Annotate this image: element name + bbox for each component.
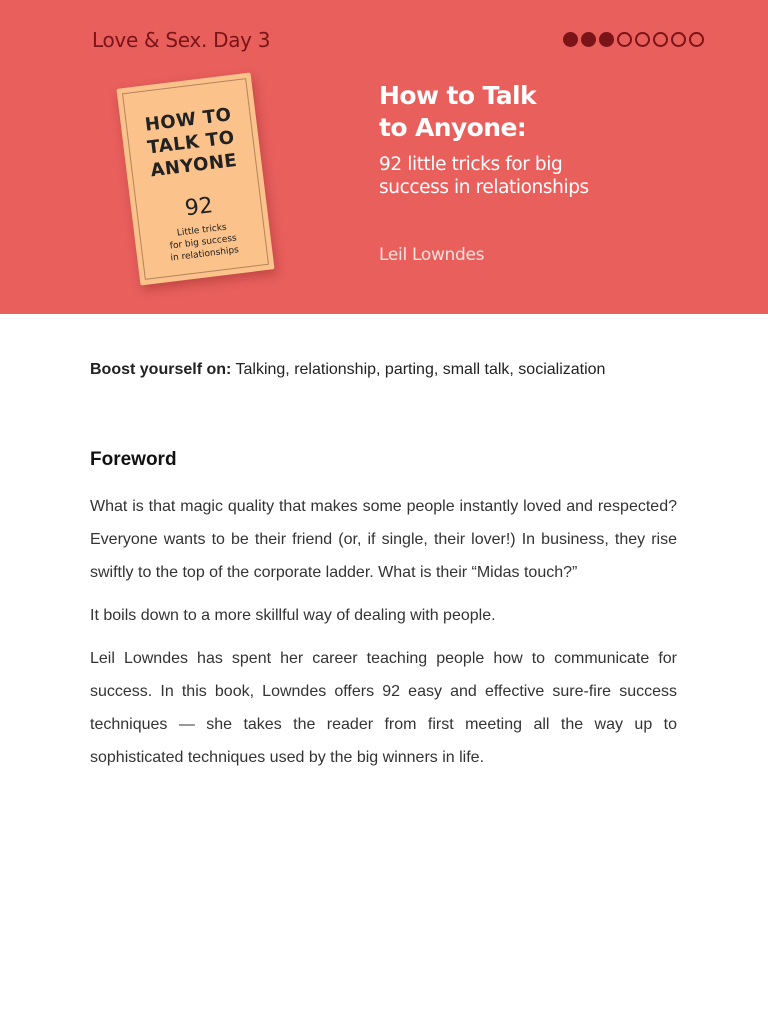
hero-banner [0, 0, 768, 314]
boost-label: Boost yourself on: [90, 361, 232, 378]
foreword-heading: Foreword [90, 449, 177, 470]
progress-dots [563, 32, 704, 47]
book-cover-frame [122, 78, 269, 280]
series-label [92, 28, 270, 52]
progress-dot-empty [635, 32, 650, 47]
cover-subtitle: Little tricks for big success in relationships [169, 222, 240, 264]
book-subtitle: 92 little tricks for big success in relationships [379, 154, 589, 198]
day-label: Day 3 [213, 28, 271, 52]
progress-dot-empty [671, 32, 686, 47]
foreword-body [90, 490, 677, 784]
progress-dot-empty [617, 32, 632, 47]
foreword-paragraph: It boils down to a more skillful way of dealing with people. [90, 607, 496, 624]
foreword-paragraph: Leil Lowndes has spent her career teaching people how to communicate for success. In this book, Lowndes offers 92 easy and effective sure-fire success techniques — she takes the reader from first meeting all the way up to sophisticated techniques used by the big winners in life. [90, 650, 677, 766]
book-author: Leil Lowndes [379, 245, 485, 265]
progress-dot-filled [563, 32, 578, 47]
boost-topics [90, 361, 605, 379]
progress-dot-empty [653, 32, 668, 47]
cover-title: HOW TO TALK TO ANYONE [143, 104, 239, 182]
boost-topic-list: Talking, relationship, parting, small talk, socialization [235, 361, 606, 378]
series-name: Love & Sex. [92, 28, 208, 52]
progress-dot-filled [581, 32, 596, 47]
book-title: How to Talk to Anyone: [379, 81, 537, 142]
progress-dot-empty [689, 32, 704, 47]
foreword-paragraph: What is that magic quality that makes some people instantly loved and respected? Everyone wants to be their friend (or, if single, their lover!) In business, they rise swiftly to the top of the corporate ladder. What is their “Midas touch?” [90, 498, 677, 581]
book-cover-image [116, 73, 274, 286]
cover-number: 92 [183, 193, 215, 222]
progress-dot-filled [599, 32, 614, 47]
